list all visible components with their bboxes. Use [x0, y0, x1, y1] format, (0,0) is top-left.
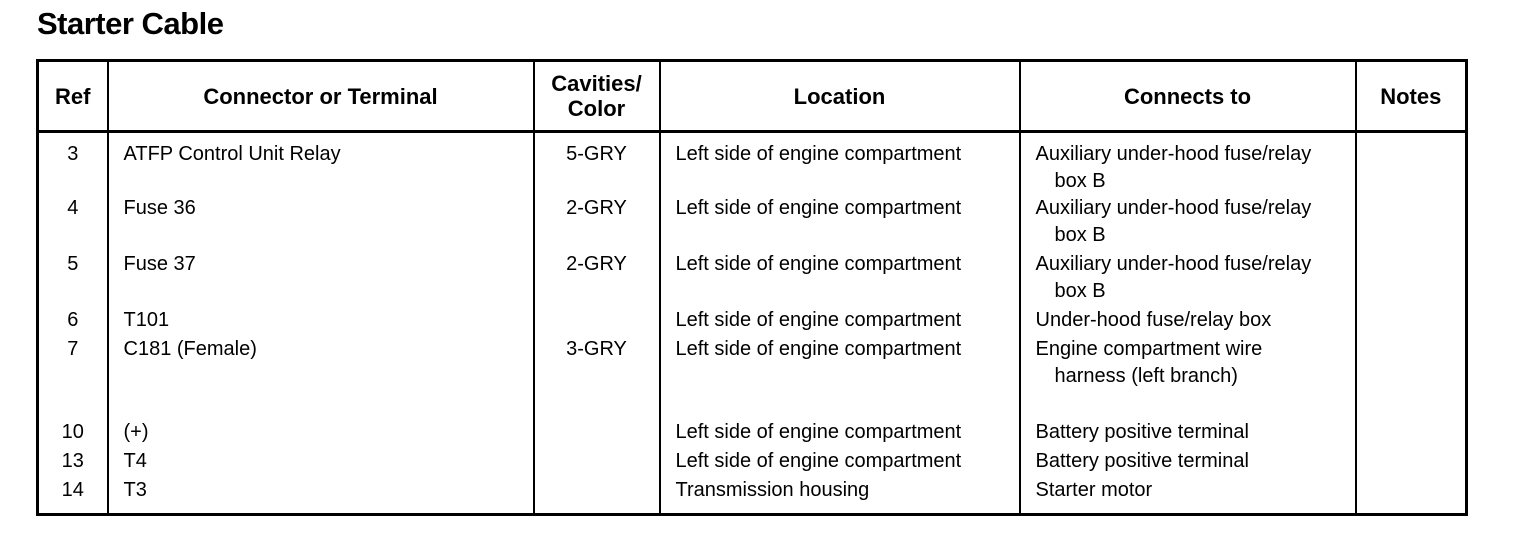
cell-connects-to	[1020, 448, 1356, 477]
table-row	[38, 195, 1467, 251]
cell-connector: Fuse 36	[108, 195, 534, 251]
cell-cavities	[534, 307, 660, 336]
cell-location: Left side of engine compartment	[660, 448, 1020, 477]
connects-to-line1: Engine compartment wire	[1035, 338, 1263, 360]
cell-connector: T3	[108, 477, 534, 514]
header-cavities	[534, 61, 660, 132]
cell-location: Transmission housing	[660, 477, 1020, 514]
cell-connector: C181 (Female)	[108, 336, 534, 419]
cell-connector: ATFP Control Unit Relay	[108, 132, 534, 196]
cell-cavities	[534, 419, 660, 448]
cell-notes	[1356, 477, 1467, 514]
cell-cavities: 3-GRY	[534, 336, 660, 419]
cell-ref: 5	[38, 251, 108, 307]
table-row	[38, 132, 1467, 196]
cell-notes	[1356, 251, 1467, 307]
cell-location: Left side of engine compartment	[660, 307, 1020, 336]
cell-connects-to	[1020, 251, 1356, 307]
cell-notes	[1356, 132, 1467, 196]
cell-ref: 4	[38, 195, 108, 251]
cell-ref: 6	[38, 307, 108, 336]
page-title: Starter Cable	[37, 6, 224, 41]
cell-connects-to	[1020, 195, 1356, 251]
connects-to-line1: Auxiliary under-hood fuse/relay	[1035, 197, 1312, 219]
connects-to-line1: Battery positive terminal	[1035, 421, 1249, 443]
cell-location: Left side of engine compartment	[660, 195, 1020, 251]
cell-notes	[1356, 336, 1467, 419]
cell-connects-to	[1020, 132, 1356, 196]
connects-to-line1: Auxiliary under-hood fuse/relay	[1035, 143, 1312, 165]
cell-cavities	[534, 477, 660, 514]
table-row	[38, 251, 1467, 307]
cell-ref: 13	[38, 448, 108, 477]
cell-connector: Fuse 37	[108, 251, 534, 307]
cell-notes	[1356, 307, 1467, 336]
cell-notes	[1356, 195, 1467, 251]
cell-ref: 7	[38, 336, 108, 419]
connects-to-line2: harness (left branch)	[1054, 365, 1238, 387]
cell-connects-to	[1020, 419, 1356, 448]
connects-to-line2: box B	[1054, 280, 1106, 302]
cell-cavities: 5-GRY	[534, 132, 660, 196]
header-cavities-line1: Cavities/	[551, 71, 642, 96]
cell-notes	[1356, 448, 1467, 477]
cell-cavities: 2-GRY	[534, 251, 660, 307]
cell-location: Left side of engine compartment	[660, 251, 1020, 307]
header-notes: Notes	[1356, 61, 1467, 132]
cell-location: Left side of engine compartment	[660, 132, 1020, 196]
table-row	[38, 419, 1467, 448]
table-row	[38, 307, 1467, 336]
header-connector: Connector or Terminal	[108, 61, 534, 132]
header-connects-to: Connects to	[1020, 61, 1356, 132]
cell-connects-to	[1020, 336, 1356, 419]
cell-connects-to	[1020, 477, 1356, 514]
connects-to-line1: Starter motor	[1035, 479, 1153, 501]
cell-connects-to	[1020, 307, 1356, 336]
header-location: Location	[660, 61, 1020, 132]
cell-cavities: 2-GRY	[534, 195, 660, 251]
header-ref: Ref	[38, 61, 108, 132]
cell-ref: 14	[38, 477, 108, 514]
connects-to-line1: Under-hood fuse/relay box	[1035, 309, 1272, 331]
cell-connector: T101	[108, 307, 534, 336]
table-row	[38, 448, 1467, 477]
cell-location: Left side of engine compartment	[660, 419, 1020, 448]
cell-ref: 3	[38, 132, 108, 196]
connects-to-line2: box B	[1054, 170, 1106, 192]
connects-to-line1: Battery positive terminal	[1035, 450, 1249, 472]
connector-table	[36, 59, 1468, 516]
cell-notes	[1356, 419, 1467, 448]
cell-connector: (+)	[108, 419, 534, 448]
connects-to-line1: Auxiliary under-hood fuse/relay	[1035, 253, 1312, 275]
header-cavities-line2: Color	[567, 96, 626, 121]
cell-location: Left side of engine compartment	[660, 336, 1020, 419]
connects-to-line2: box B	[1054, 224, 1106, 246]
table-header-row	[38, 61, 1467, 132]
table-row	[38, 336, 1467, 419]
cell-cavities	[534, 448, 660, 477]
table-row	[38, 477, 1467, 514]
cell-connector: T4	[108, 448, 534, 477]
cell-ref: 10	[38, 419, 108, 448]
